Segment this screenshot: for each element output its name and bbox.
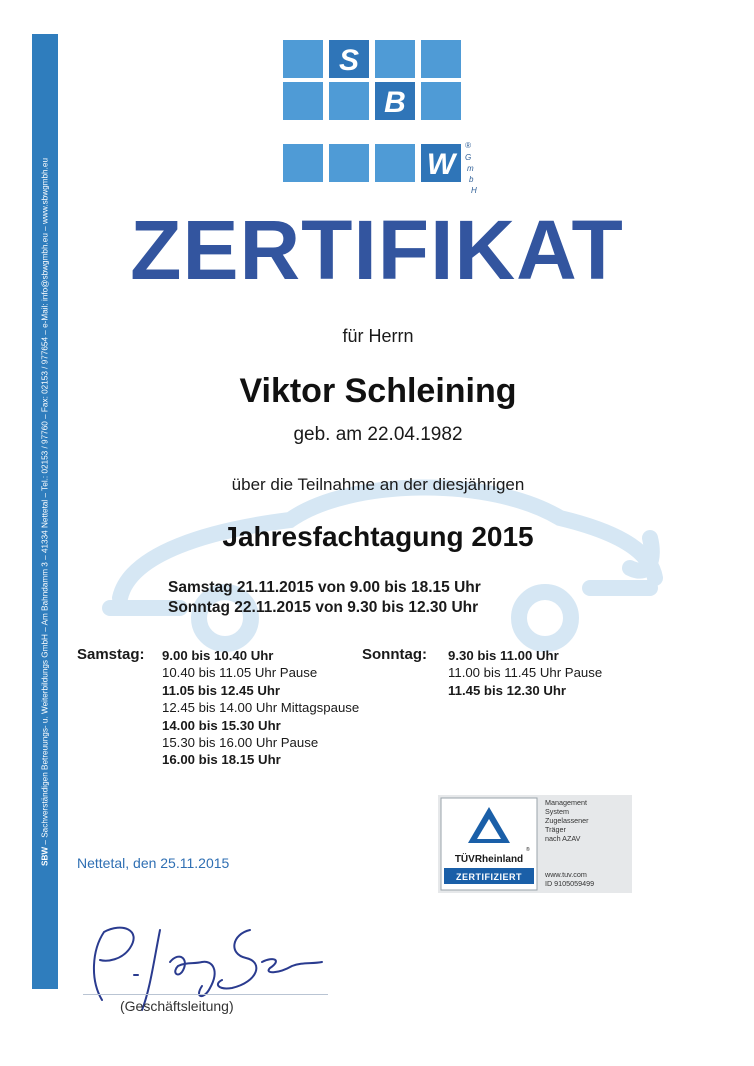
schedule-item: 11.00 bis 11.45 Uhr Pause [448,665,603,681]
logo-tile [421,40,461,78]
tuv-certification-badge [438,795,632,893]
signature-stroke [262,959,322,972]
birth-date: geb. am 22.04.1982 [293,424,463,445]
logo-tile [375,144,415,182]
logo-tile [283,40,323,78]
sunday-label: Sonntag: [362,646,427,663]
tuv-info-line: nach AZAV [545,834,581,843]
signature-stroke [94,928,134,1000]
sbw-logo [283,40,493,200]
schedule-item: 12.45 bis 14.00 Uhr Mittagspause [162,700,360,716]
logo-tile [283,82,323,120]
schedule-item: 11.45 bis 12.30 Uhr [448,682,567,698]
participant-name: Viktor Schleining [239,372,517,410]
logo-tile [329,144,369,182]
schedule-item: 16.00 bis 18.15 Uhr [162,752,281,768]
logo-gmbh-m: m [467,164,474,173]
tuv-certified-label: ZERTIFIZIERT [456,872,522,882]
tuv-url: www.tuv.com [545,870,587,879]
logo-gmbh-h: H [471,186,477,195]
logo-letter-b: B [384,86,406,119]
logo-tile [283,144,323,182]
logo-tile [421,82,461,120]
event-date-line: Samstag 21.11.2015 von 9.00 bis 18.15 Uhr [168,579,481,596]
logo-letter-s: S [338,44,360,77]
contact-sidebar [32,34,58,989]
schedule-item: 9.30 bis 11.00 Uhr [448,648,559,663]
tuv-info-line: Träger [545,825,566,834]
tuv-brand: TÜVRheinland [454,854,524,865]
schedule-item: 15.30 bis 16.00 Uhr Pause [162,735,319,751]
car-wheel-rear [519,592,571,644]
signature-line [83,994,328,995]
saturday-schedule [162,647,359,769]
logo-tile [375,40,415,78]
event-dates [168,578,481,618]
tuv-info-line: System [545,807,569,816]
sidebar-contact-text: SBW – Sachverständigen Betreuungs- u. Weiterbildungs GmbH – Am Bahndamm 3 – 41334 Nettetal – Tel.: 02153 / 97760 – Fax: 02153 / 977654 – e-Mail: info@sbwgmbh.eu – www.sbwgmbh.eu [40,157,50,866]
schedule-item: 14.00 bis 15.30 Uhr [162,717,281,733]
logo-gmbh-b: b [469,175,474,184]
signature-stroke [218,930,256,988]
signature-stroke [170,957,215,996]
logo-tile [329,82,369,120]
tuv-info-line: Management [545,798,587,807]
place-date: Nettetal, den 25.11.2015 [77,855,230,871]
certificate-title: ZERTIFIKAT [130,203,624,297]
tuv-info-line: Zugelassener [545,816,589,825]
intro-text: über die Teilnahme an der diesjährigen [231,475,525,494]
event-title: Jahresfachtagung 2015 [222,521,534,552]
salutation: für Herrn [342,326,414,346]
schedule-item: 10.40 bis 11.05 Uhr Pause [162,665,318,681]
schedule-item: 9.00 bis 10.40 Uhr [162,648,274,663]
tuv-registered: ® [526,847,530,853]
signature-label: (Geschäftsleitung) [120,998,234,1014]
sunday-schedule [448,647,602,699]
logo-gmbh-g: G [465,153,472,162]
schedule-item: 11.05 bis 12.45 Uhr [162,682,281,698]
saturday-label: Samstag: [77,646,145,663]
logo-registered: ® [465,141,471,150]
logo-letter-w: W [426,148,456,181]
tuv-id: ID 9105059499 [545,879,595,888]
event-date-line: Sonntag 22.11.2015 von 9.30 bis 12.30 Uhr [168,599,479,616]
